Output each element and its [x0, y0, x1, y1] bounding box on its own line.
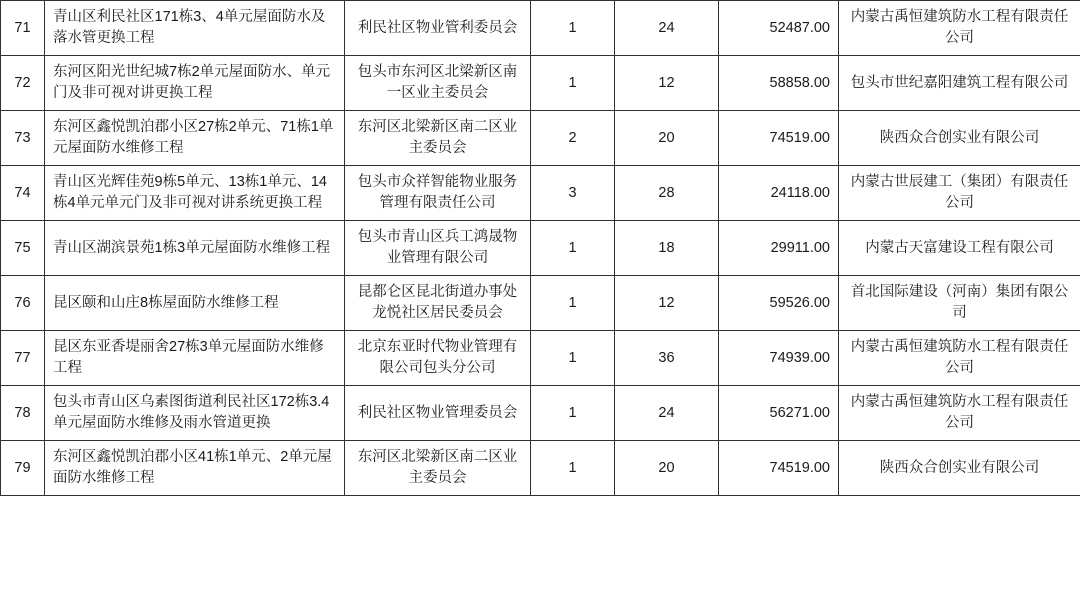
cell-construction-company: 内蒙古禹恒建筑防水工程有限责任公司: [839, 1, 1080, 56]
table-row: [1, 386, 1080, 441]
cell-construction-company: 陕西众合创实业有限公司: [839, 111, 1080, 166]
cell-household-count: 12: [615, 56, 719, 111]
table-row: [1, 441, 1080, 496]
cell-applicant-unit: 东河区北梁新区南二区业主委员会: [345, 111, 531, 166]
cell-amount: 24118.00: [719, 166, 839, 221]
cell-project-name: 青山区湖滨景苑1栋3单元屋面防水维修工程: [45, 221, 345, 276]
cell-applicant-unit: 包头市东河区北梁新区南一区业主委员会: [345, 56, 531, 111]
cell-household-count: 12: [615, 276, 719, 331]
cell-construction-company: 内蒙古禹恒建筑防水工程有限责任公司: [839, 386, 1080, 441]
cell-project-name: 昆区东亚香堤丽舍27栋3单元屋面防水维修工程: [45, 331, 345, 386]
cell-serial-number: 73: [1, 111, 45, 166]
cell-serial-number: 75: [1, 221, 45, 276]
cell-building-count: 1: [531, 331, 615, 386]
cell-serial-number: 72: [1, 56, 45, 111]
cell-building-count: 1: [531, 276, 615, 331]
cell-construction-company: 内蒙古世辰建工（集团）有限责任公司: [839, 166, 1080, 221]
table-row: [1, 56, 1080, 111]
cell-building-count: 1: [531, 441, 615, 496]
cell-household-count: 28: [615, 166, 719, 221]
cell-building-count: 1: [531, 386, 615, 441]
cell-project-name: 昆区颐和山庄8栋屋面防水维修工程: [45, 276, 345, 331]
cell-construction-company: 首北国际建设（河南）集团有限公司: [839, 276, 1080, 331]
cell-amount: 74939.00: [719, 331, 839, 386]
cell-applicant-unit: 昆都仑区昆北街道办事处龙悦社区居民委员会: [345, 276, 531, 331]
table-body: [1, 1, 1080, 496]
table-row: [1, 166, 1080, 221]
cell-project-name: 青山区光辉佳苑9栋5单元、13栋1单元、14栋4单元单元门及非可视对讲系统更换工程: [45, 166, 345, 221]
table-row: [1, 1, 1080, 56]
cell-amount: 29911.00: [719, 221, 839, 276]
cell-serial-number: 79: [1, 441, 45, 496]
cell-construction-company: 包头市世纪嘉阳建筑工程有限公司: [839, 56, 1080, 111]
cell-household-count: 24: [615, 1, 719, 56]
cell-serial-number: 71: [1, 1, 45, 56]
table-row: [1, 331, 1080, 386]
cell-amount: 52487.00: [719, 1, 839, 56]
cell-serial-number: 77: [1, 331, 45, 386]
cell-applicant-unit: 东河区北梁新区南二区业主委员会: [345, 441, 531, 496]
cell-building-count: 1: [531, 1, 615, 56]
cell-household-count: 20: [615, 111, 719, 166]
cell-project-name: 包头市青山区乌素图街道利民社区172栋3.4单元屋面防水维修及雨水管道更换: [45, 386, 345, 441]
cell-applicant-unit: 利民社区物业管理委员会: [345, 386, 531, 441]
cell-applicant-unit: 包头市众祥智能物业服务管理有限责任公司: [345, 166, 531, 221]
cell-project-name: 东河区鑫悦凯泊郡小区27栋2单元、71栋1单元屋面防水维修工程: [45, 111, 345, 166]
cell-amount: 56271.00: [719, 386, 839, 441]
cell-construction-company: 内蒙古天富建设工程有限公司: [839, 221, 1080, 276]
cell-household-count: 24: [615, 386, 719, 441]
cell-amount: 74519.00: [719, 441, 839, 496]
cell-building-count: 2: [531, 111, 615, 166]
cell-serial-number: 76: [1, 276, 45, 331]
cell-project-name: 东河区阳光世纪城7栋2单元屋面防水、单元门及非可视对讲更换工程: [45, 56, 345, 111]
cell-household-count: 20: [615, 441, 719, 496]
cell-amount: 58858.00: [719, 56, 839, 111]
cell-amount: 59526.00: [719, 276, 839, 331]
cell-applicant-unit: 包头市青山区兵工鸿晟物业管理有限公司: [345, 221, 531, 276]
cell-project-name: 青山区利民社区171栋3、4单元屋面防水及落水管更换工程: [45, 1, 345, 56]
cell-construction-company: 陕西众合创实业有限公司: [839, 441, 1080, 496]
cell-building-count: 1: [531, 56, 615, 111]
cell-serial-number: 74: [1, 166, 45, 221]
cell-amount: 74519.00: [719, 111, 839, 166]
cell-household-count: 36: [615, 331, 719, 386]
cell-applicant-unit: 利民社区物业管利委员会: [345, 1, 531, 56]
cell-project-name: 东河区鑫悦凯泊郡小区41栋1单元、2单元屋面防水维修工程: [45, 441, 345, 496]
cell-building-count: 1: [531, 221, 615, 276]
cell-household-count: 18: [615, 221, 719, 276]
table-row: [1, 111, 1080, 166]
table-row: [1, 276, 1080, 331]
cell-building-count: 3: [531, 166, 615, 221]
cell-serial-number: 78: [1, 386, 45, 441]
table-row: [1, 221, 1080, 276]
cell-applicant-unit: 北京东亚时代物业管理有限公司包头分公司: [345, 331, 531, 386]
cell-construction-company: 内蒙古禹恒建筑防水工程有限责任公司: [839, 331, 1080, 386]
